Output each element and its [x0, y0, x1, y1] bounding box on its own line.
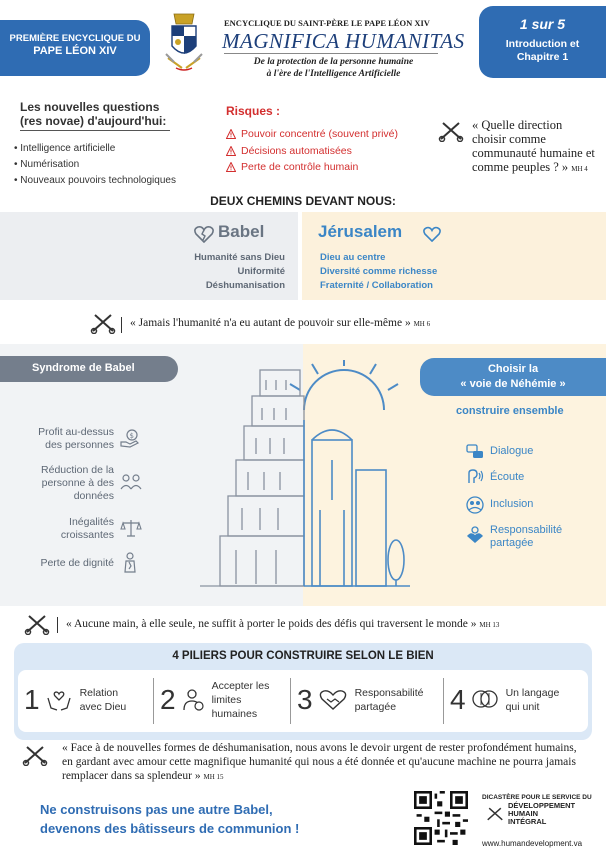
babel-syndrome-title: Syndrome de Babel [0, 356, 178, 382]
quote-text: « Face à de nouvelles formes de déshumanisation, nous avons le devoir urgent de rester profondément humains, en gardant avec amour cette magnifique humanité qui nous a été donnée et qu'aucune machine ne pourra jamais remplacer dans sa splendeur » [62, 742, 577, 782]
broken-heart-icon [194, 225, 214, 243]
crossed-keys-icon [22, 744, 48, 766]
dicastery-line: DÉVELOPPEMENT [508, 801, 576, 810]
syndrome-line: données [73, 490, 114, 502]
build-together-label: construire ensemble [456, 405, 564, 417]
nehemie-item-text: Écoute [490, 471, 525, 483]
babel-item: Uniformité [237, 266, 285, 277]
footer-slogan [40, 800, 299, 838]
quote-ref: MH 6 [413, 320, 431, 328]
pillar-label-line: Relation [79, 687, 119, 699]
nehemie-item [490, 524, 562, 550]
quote-power [130, 317, 430, 329]
syndrome-line: Inégalités [69, 516, 114, 528]
pillars-title: 4 PILIERS POUR CONSTRUIRE SELON LE BIEN [172, 650, 434, 662]
risk-item [226, 159, 398, 176]
speech-bubbles-icon [472, 689, 498, 711]
warning-icon [226, 129, 236, 139]
nehemie-item-text: Dialogue [490, 445, 534, 457]
quote-ref: MH 13 [479, 621, 500, 629]
scales-icon [120, 518, 142, 538]
list-item: • Intelligence artificielle [14, 141, 176, 157]
pillar-label-line: qui unit [505, 701, 540, 713]
quote-no-hand [66, 618, 499, 630]
warning-icon [226, 146, 236, 156]
syndrome-line: Réduction de la [41, 464, 114, 476]
quote-separator [57, 617, 58, 633]
pillar-number: 2 [160, 684, 176, 715]
section-line1: Introduction et [505, 38, 580, 50]
pillar-number: 3 [297, 684, 313, 715]
qr-code-icon[interactable] [414, 791, 468, 845]
questions-title-line2: (res novae) d'aujourd'hui: [20, 114, 167, 128]
jerusalem-item: Fraternité / Collaboration [320, 280, 433, 291]
pillar-label-line: avec Dieu [79, 701, 127, 713]
quote-separator [121, 317, 122, 333]
shared-responsibility-icon [466, 526, 484, 544]
questions-list [14, 141, 176, 189]
dicastery-line: HUMAIN [508, 809, 538, 818]
quote-direction [472, 118, 597, 176]
syndrome-line: Perte de dignité [40, 557, 114, 569]
encyclical-title: MAGNIFICA HUMANITAS [222, 29, 465, 53]
crossed-keys-icon [24, 613, 50, 635]
dicastery-line: DICASTÈRE POUR LE SERVICE DU [482, 794, 592, 801]
jerusalem-item: Diversité comme richesse [320, 266, 438, 277]
jerusalem-heading: Jérusalem [318, 222, 403, 241]
quote-ref: MH 15 [203, 773, 224, 781]
listening-icon [466, 469, 484, 485]
pillar-label [80, 686, 127, 714]
jerusalem-items [320, 251, 437, 293]
pillar-divider [153, 678, 154, 724]
pillar-number: 4 [450, 684, 466, 715]
nehemie-title-line2: « voie de Néhémie » [460, 378, 566, 390]
pillar-label-line: Accepter les [211, 680, 270, 692]
nehemie-item-text: partagée [490, 537, 534, 549]
pillar-item [450, 674, 559, 726]
warning-icon [226, 162, 236, 172]
pillar-label [506, 686, 560, 714]
pillar-label-line: limites [211, 694, 242, 706]
babel-item: Déshumanisation [205, 280, 285, 291]
pillar-label-line: Responsabilité [354, 687, 424, 699]
nehemie-title-line1: Choisir la [487, 363, 539, 375]
page-indicator [479, 6, 606, 78]
subtitle-line2: à l'ère de l'Intelligence Artificielle [266, 69, 401, 79]
syndrome-item [10, 557, 114, 570]
dicastery-line: INTÉGRAL [508, 817, 547, 826]
inclusion-icon [466, 496, 484, 514]
page-number: 1 sur 5 [519, 16, 566, 32]
encyclical-header-line: ENCYCLIQUE DU SAINT-PÈRE LE PAPE LÉON XIV [224, 18, 430, 28]
jerusalem-item: Dieu au centre [320, 252, 386, 263]
risk-text: Décisions automatisées [241, 144, 352, 157]
crossed-keys-icon [438, 120, 464, 142]
pillar-item [160, 674, 269, 726]
pillar-label-line: Un langage [505, 687, 560, 699]
dicastery-logo-text [482, 794, 592, 826]
nehemie-item [490, 498, 533, 511]
risks-title: Risques : [226, 104, 281, 118]
website-link[interactable]: www.humandevelopment.va [482, 839, 583, 848]
broken-figure-icon [122, 552, 138, 574]
pillar-item [297, 674, 423, 726]
risk-item [226, 143, 398, 160]
tower-city-illustration [200, 360, 410, 600]
syndrome-item [10, 426, 114, 452]
pillar-label-line: partagée [354, 701, 397, 713]
syndrome-item [10, 464, 114, 503]
encyclical-tag-line1: PREMIÈRE ENCYCLIQUE DU [9, 33, 141, 44]
people-icon [120, 473, 142, 491]
questions-title-line1: Les nouvelles questions [20, 100, 160, 114]
footer-slogan-line2: devenons des bâtisseurs de communion ! [40, 821, 300, 836]
handshake-heart-icon [319, 689, 347, 711]
risk-text: Pouvoir concentré (souvent privé) [241, 128, 398, 140]
syndrome-line: personne à des [41, 477, 114, 489]
section-line2: Chapitre 1 [516, 51, 569, 63]
questions-title [20, 100, 180, 128]
nehemie-item [490, 471, 524, 484]
encyclical-subtitle [226, 56, 441, 80]
babel-items [130, 251, 285, 293]
babel-item: Humanité sans Dieu [194, 252, 285, 263]
pillar-label [355, 686, 424, 714]
pillar-label-line: humaines [211, 708, 258, 720]
quote-text: « Aucune main, à elle seule, ne suffit à porter le poids des défis qui traversent le monde » [66, 618, 477, 630]
person-limits-icon [182, 688, 204, 712]
quote-remain-human [62, 741, 582, 784]
svg-text:$: $ [129, 432, 134, 440]
risks-list [226, 126, 398, 176]
syndrome-line: croissantes [60, 529, 114, 541]
nehemie-path-title [420, 358, 606, 396]
babel-heading: Babel [218, 222, 265, 241]
papal-crest-icon [160, 10, 208, 74]
pillar-label [212, 679, 270, 721]
risk-item [226, 126, 398, 143]
crossed-keys-icon [90, 312, 116, 334]
pillar-divider [290, 678, 291, 724]
list-item: • Numérisation [14, 157, 176, 173]
section-name [479, 38, 606, 64]
header-divider [224, 53, 438, 54]
nehemie-item [490, 445, 533, 458]
risk-text: Perte de contrôle humain [241, 161, 359, 173]
two-paths-title: DEUX CHEMINS DEVANT NOUS: [210, 194, 396, 208]
nehemie-item-text: Inclusion [490, 498, 534, 510]
nehemie-item-text: Responsabilité [490, 524, 563, 536]
encyclical-tag [0, 20, 150, 76]
list-item: • Nouveaux pouvoirs technologiques [14, 173, 176, 189]
pillar-number: 1 [24, 684, 40, 715]
pillar-divider [443, 678, 444, 724]
pillar-item [24, 674, 126, 726]
footer-slogan-line1: Ne construisons pas une autre Babel, [40, 802, 273, 817]
quote-text: « Jamais l'humanité n'a eu autant de pouvoir sur elle-même » [130, 317, 411, 329]
quote-ref: MH 4 [571, 165, 588, 173]
quote-text: « Quelle direction choisir comme communauté humaine et comme peuples ? » [472, 118, 595, 174]
dialogue-icon [466, 444, 484, 460]
syndrome-line: Profit au-dessus [38, 426, 114, 438]
syndrome-item [10, 516, 114, 542]
syndrome-line: des personnes [45, 439, 114, 451]
hands-heart-icon [46, 688, 72, 712]
questions-underline [20, 130, 170, 131]
money-hand-icon [120, 428, 140, 448]
encyclical-tag-line2: PAPE LÉON XIV [33, 45, 117, 57]
subtitle-line1: De la protection de la personne humaine [253, 57, 414, 67]
heart-icon [423, 226, 441, 242]
